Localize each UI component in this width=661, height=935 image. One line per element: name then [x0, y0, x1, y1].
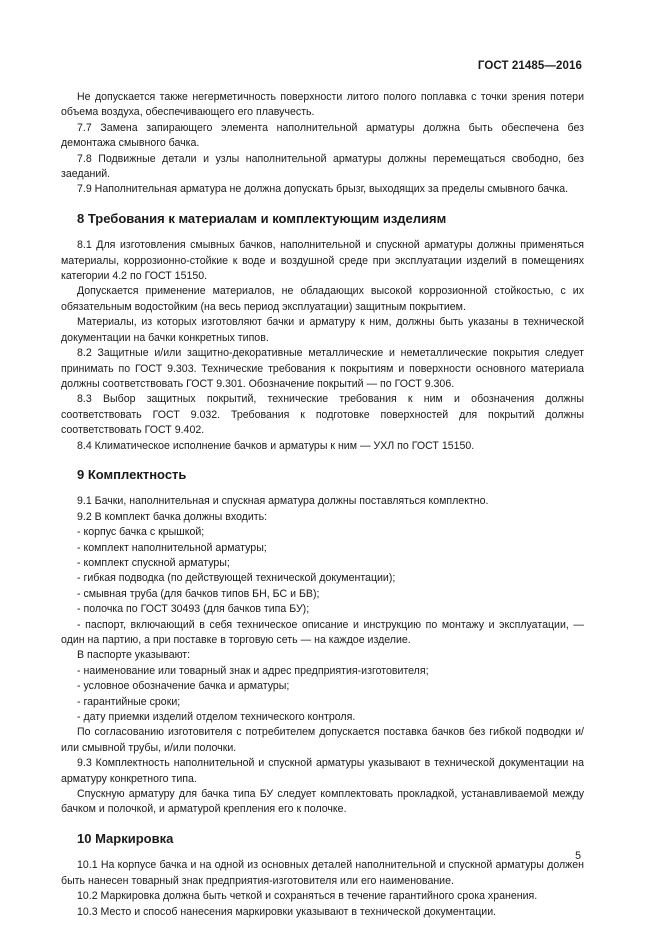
paragraph: По согласованию изготовителя с потребителем допускается поставка бачков без гибкой подводки и/или смывной трубы, и/или полочки.	[61, 726, 584, 754]
section-heading-8: 8 Требования к материалам и комплектующим изделиям	[77, 210, 447, 226]
list-item: - условное обозначение бачка и арматуры;	[77, 680, 290, 693]
list-item: - смывная труба (для бачков типов БН, БС и БВ);	[77, 587, 320, 600]
section-heading-10: 10 Маркировка	[77, 830, 174, 846]
paragraph: 7.9 Наполнительная арматура не должна допускать брызг, выходящих за пределы смывного бачка.	[77, 183, 569, 196]
paragraph: 10.2 Маркировка должна быть четкой и сохраняться в течение гарантийного срока хранения.	[77, 890, 538, 903]
paragraph: 7.8 Подвижные детали и узлы наполнительной арматуры должны перемещаться свободно, без заеданий.	[61, 152, 584, 181]
list-item: - комплект спускной арматуры;	[77, 556, 230, 569]
paragraph: Спускную арматуру для бачка типа БУ следует комплектовать прокладкой, устанавливаемой между бачком и полочкой, и арматурой крепления его к полочке.	[61, 788, 584, 816]
paragraph: 9.1 Бачки, наполнительная и спускная арматура должны поставляться комплектно.	[77, 495, 489, 508]
list-item: - гарантийные сроки;	[77, 695, 181, 708]
paragraph: 8.4 Климатическое исполнение бачков и арматуры к ним — УХЛ по ГОСТ 15150.	[77, 439, 475, 452]
paragraph: Не допускается также негерметичность поверхности литого полого поплавка с точки зрения потери объема воздуха, обеспечивающего его плавучесть.	[61, 91, 584, 119]
paragraph: 7.7 Замена запирающего элемента наполнительной арматуры должна быть обеспечена без демонтажа смывного бачка.	[61, 121, 584, 150]
paragraph: В паспорте указывают:	[77, 649, 191, 662]
list-item: - паспорт, включающий в себя техническое описание и инструкцию по монтажу и эксплуатации, — один на партию, а при поставке в торговую сеть — на каждое изделие.	[61, 618, 584, 646]
document-code: ГОСТ 21485—2016	[477, 60, 582, 72]
paragraph: 8.1 Для изготовления смывных бачков, наполнительной и спускной арматуры должны применяться материалы, коррозионно-стойкие к воде и воздушной среде при эксплуатации изделий в помещениях категории 4.2 по ГОСТ 15150.	[61, 239, 584, 283]
paragraph: 10.1 На корпусе бачка и на одной из основных деталей наполнительной и спускной арматуры должен быть нанесен товарный знак предприятия-изготовителя или его наименование.	[61, 859, 584, 887]
list-item: - комплект наполнительной арматуры;	[77, 541, 267, 554]
paragraph: Материалы, из которых изготовляют бачки и арматуру к ним, должны быть указаны в технической документации на бачки конкретных типов.	[61, 316, 584, 344]
page-content	[61, 90, 584, 920]
paragraph: Допускается применение материалов, не обладающих высокой коррозионной стойкостью, с их обязательным водостойким (на весь период эксплуатации) защитным покрытием.	[61, 285, 584, 313]
list-item: - гибкая подводка (по действующей технической документации);	[77, 572, 396, 585]
page-number: 5	[575, 850, 581, 862]
section-heading-9: 9 Комплектность	[77, 466, 187, 482]
paragraph: 10.3 Место и способ нанесения маркировки указывают в технической документации.	[77, 905, 497, 918]
paragraph: 9.2 В комплект бачка должны входить:	[77, 510, 268, 523]
paragraph: 9.3 Комплектность наполнительной и спускной арматуры указывают в технической документации на арматуру конкретного типа.	[61, 757, 584, 785]
list-item: - наименование или товарный знак и адрес предприятия-изготовителя;	[77, 664, 429, 677]
paragraph: 8.2 Защитные и/или защитно-декоративные металлические и неметаллические покрытия следует принимать по ГОСТ 9.303. Технические требования к покрытиям и поверхности основного материала должны соответствовать ГОСТ 9.301. Обозначение покрытий — по ГОСТ 9.306.	[61, 347, 584, 390]
paragraph: 8.3 Выбор защитных покрытий, технические требования к ним и обозначения должны соответствовать ГОСТ 9.032. Требования к подготовке поверхностей для покрытий должны соответствовать ГОСТ 9.402.	[61, 393, 584, 437]
list-item: - дату приемки изделий отделом технического контроля.	[77, 711, 356, 724]
list-item: - полочка по ГОСТ 30493 (для бачков типа БУ);	[77, 603, 310, 616]
list-item: - корпус бачка с крышкой;	[77, 526, 205, 539]
